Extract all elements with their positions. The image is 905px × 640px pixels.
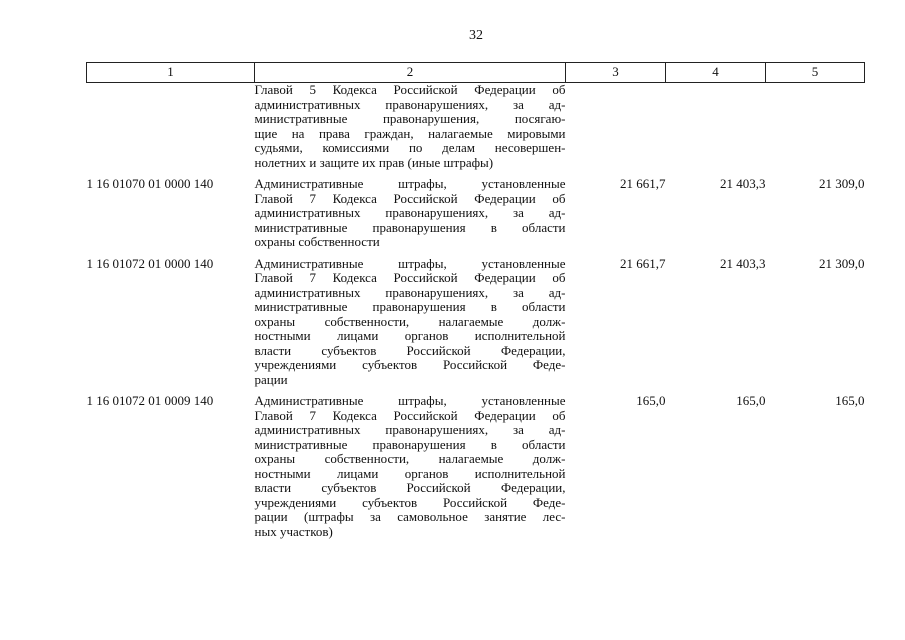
description-line: Главой 5 Кодекса Российской Федерации об — [254, 82, 566, 97]
description-line: министративные правонарушения в области — [254, 436, 566, 452]
description-line: власти субъектов Российской Федерации, — [254, 480, 566, 495]
amount-col-3: 165,0 — [636, 393, 666, 408]
header-col-4: 4 — [666, 63, 766, 83]
description-line: охраны собственности, налагаемые долж- — [254, 451, 566, 466]
description-line: административных правонарушениях, за ад- — [254, 284, 566, 300]
description-line: щие на права граждан, налагаемые мировыми — [254, 125, 566, 141]
description-line: рации — [254, 371, 288, 387]
table-header — [87, 63, 865, 83]
amount-col-4: 21 403,3 — [720, 176, 766, 191]
amount-col-5 — [766, 83, 865, 178]
description-line: Административные штрафы, установленные — [254, 393, 566, 408]
amount-col-4: 21 403,3 — [720, 255, 766, 271]
description-line: Главой 7 Кодекса Российской Федерации об — [254, 407, 566, 423]
description-line: министративные правонарушения, посягаю- — [254, 111, 566, 126]
header-row — [87, 63, 865, 83]
budget-code — [87, 83, 255, 178]
description-line: административных правонарушениях, за ад- — [254, 96, 566, 112]
description-line: ных участков) — [254, 523, 333, 539]
description-line: власти субъектов Российской Федерации, — [254, 342, 566, 358]
budget-table — [86, 62, 865, 546]
description-line: ностными лицами органов исполнительной — [254, 465, 566, 481]
description-line: административных правонарушениях, за ад- — [254, 205, 566, 220]
description-line: Административные штрафы, установленные — [254, 176, 566, 191]
description-line: Главой 7 Кодекса Российской Федерации об — [254, 190, 566, 206]
budget-code: 1 16 01070 01 0000 140 — [86, 176, 214, 191]
header-col-3: 3 — [566, 63, 666, 83]
description-line: ностными лицами органов исполнительной — [254, 328, 566, 343]
description-line: учреждениями субъектов Российской Феде- — [254, 494, 566, 510]
description-line: министративные правонарушения в области — [254, 299, 566, 314]
description-line: охраны собственности — [254, 234, 380, 249]
description-cell — [255, 394, 566, 546]
amount-col-4 — [666, 83, 766, 178]
description-line: министративные правонарушения в области — [254, 219, 566, 235]
amount-col-4: 165,0 — [736, 393, 766, 408]
description-cell — [255, 257, 566, 395]
amount-col-5: 165,0 — [835, 393, 865, 408]
description-line: рации (штрафы за самовольное занятие лес- — [254, 509, 566, 524]
description-line: судьями, комиссиями по делам несовершен- — [254, 140, 566, 155]
amount-col-5: 21 309,0 — [819, 255, 865, 271]
description-line: Административные штрафы, установленные — [254, 255, 566, 271]
amount-col-3: 21 661,7 — [620, 255, 666, 271]
table-body — [87, 83, 865, 547]
description-cell — [255, 177, 566, 257]
description-line: нолетних и защите их прав (иные штрафы) — [254, 154, 494, 170]
table-row — [87, 177, 865, 257]
header-col-1: 1 — [87, 63, 255, 83]
description-line: охраны собственности, налагаемые долж- — [254, 313, 566, 329]
header-col-2: 2 — [255, 63, 566, 83]
table-row — [87, 257, 865, 395]
page-number: 32 — [469, 28, 483, 43]
table-row — [87, 394, 865, 546]
table-row — [87, 83, 865, 178]
budget-code: 1 16 01072 01 0000 140 — [86, 255, 214, 271]
description-line: учреждениями субъектов Российской Феде- — [254, 357, 566, 372]
amount-col-3 — [566, 83, 666, 178]
header-col-5: 5 — [766, 63, 865, 83]
description-line: Главой 7 Кодекса Российской Федерации об — [254, 270, 566, 285]
description-cell — [255, 83, 566, 178]
amount-col-3: 21 661,7 — [620, 176, 666, 191]
description-line: административных правонарушениях, за ад- — [254, 422, 566, 437]
amount-col-5: 21 309,0 — [819, 176, 865, 191]
budget-code: 1 16 01072 01 0009 140 — [86, 393, 214, 408]
